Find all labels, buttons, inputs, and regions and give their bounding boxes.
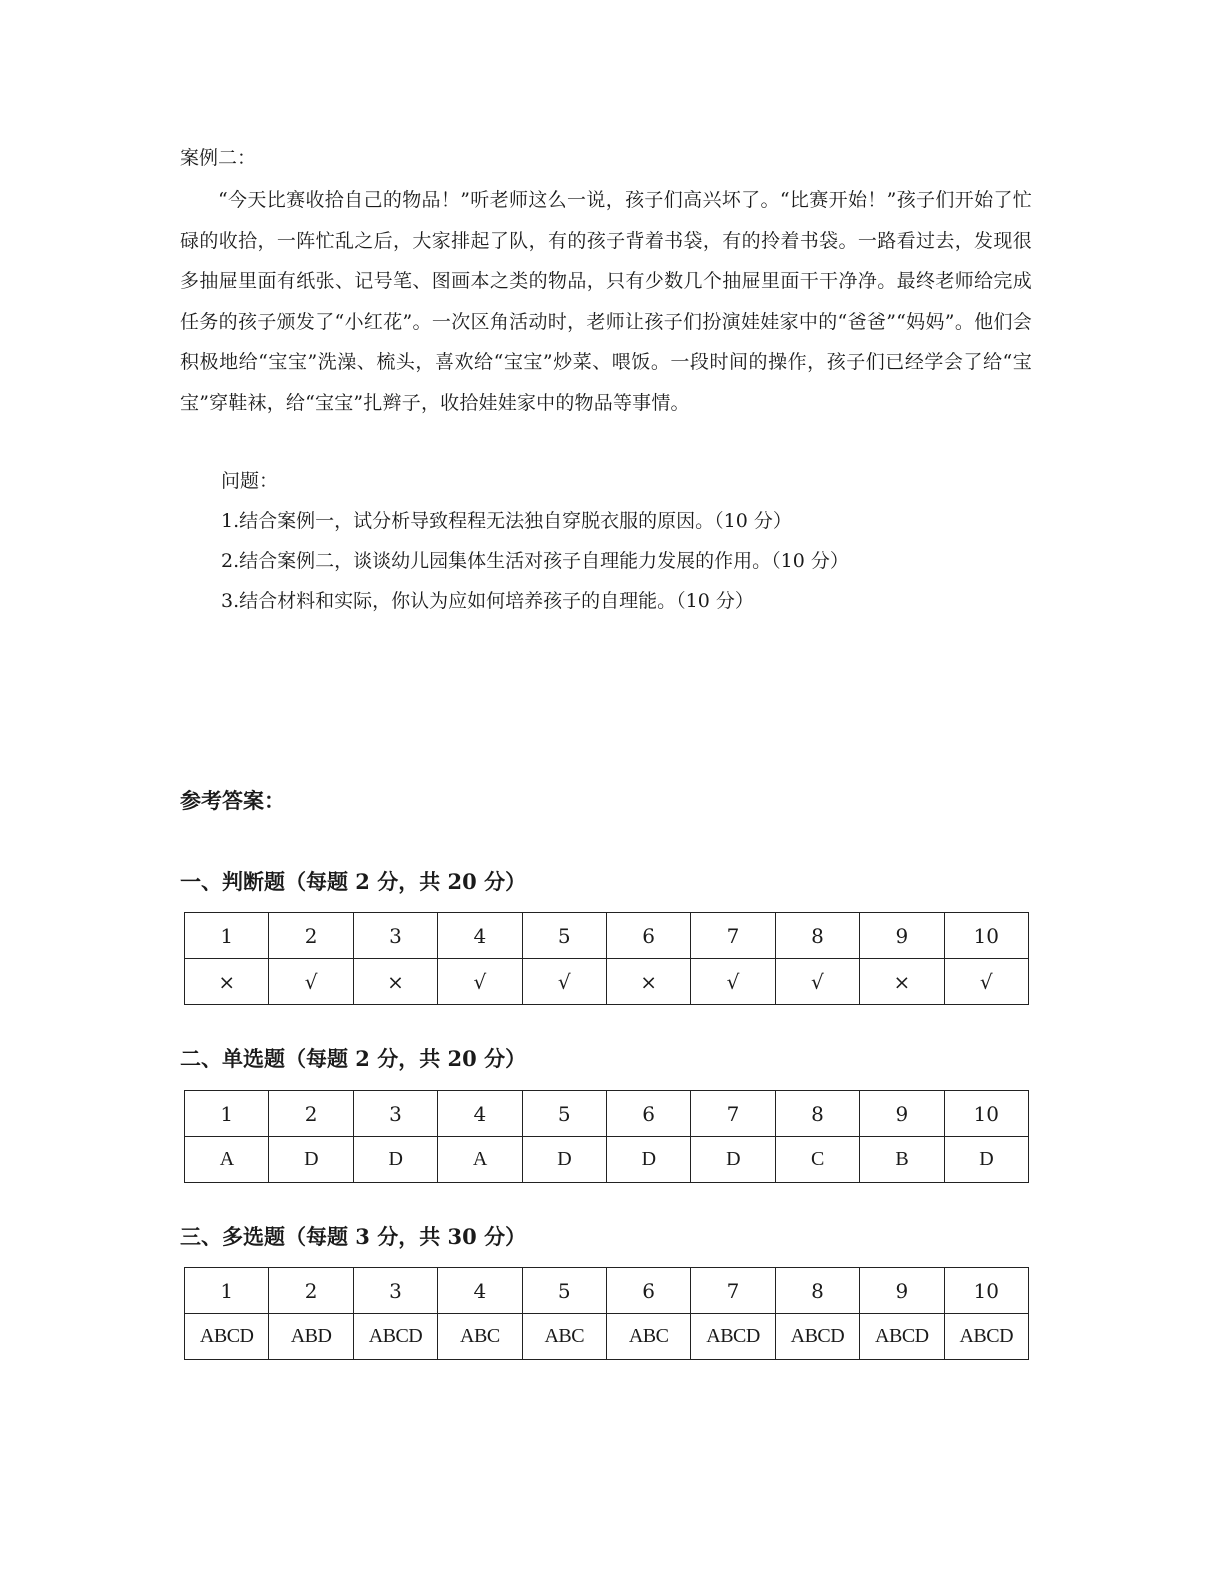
table-row-numbers <box>185 1091 1029 1137</box>
table-cell: ABC <box>438 1314 522 1360</box>
question-3: 3.结合材料和实际，你认为应如何培养孩子的自理能。（10 分） <box>221 590 754 612</box>
question-1: 1.结合案例一，试分析导致程程无法独自穿脱衣服的原因。（10 分） <box>221 510 792 532</box>
table-cell: D <box>944 1137 1028 1183</box>
table-cell: ABC <box>522 1314 606 1360</box>
table-cell: × <box>606 959 690 1005</box>
table-cell: √ <box>522 959 606 1005</box>
table-cell: ABCD <box>353 1314 437 1360</box>
table-cell: 9 <box>860 913 944 959</box>
table-cell: ABD <box>269 1314 353 1360</box>
case-paragraph: “今天比赛收拾自己的物品！”听老师这么一说，孩子们高兴坏了。“比赛开始！”孩子们开始了忙碌的收拾，一阵忙乱之后，大家排起了队，有的孩子背着书袋，有的拎着书袋。一路看过去，发现很多抽屉里面有纸张、记号笔、图画本之类的物品，只有少数几个抽屉里面干干净净。最终老师给完成任务的孩子颁发了“小红花”。一次区角活动时，老师让孩子们扮演娃娃家中的“爸爸”“妈妈”。他们会积极地给“宝宝”洗澡、梳头，喜欢给“宝宝”炒菜、喂饭。一段时间的操作，孩子们已经学会了给“宝宝”穿鞋袜，给“宝宝”扎辫子，收拾娃娃家中的物品等事情。 <box>180 189 1032 414</box>
table-cell: ABCD <box>860 1314 944 1360</box>
table-cell: 1 <box>185 1091 269 1137</box>
table-cell: 7 <box>691 913 775 959</box>
table-cell: 7 <box>691 1268 775 1314</box>
section-heading-true-false: 一、判断题（每题 2 分，共 20 分） <box>180 869 527 894</box>
table-cell: C <box>775 1137 859 1183</box>
table-row-answers <box>185 1137 1029 1183</box>
table-cell: ABC <box>606 1314 690 1360</box>
table-cell: D <box>353 1137 437 1183</box>
table-cell: 8 <box>775 1091 859 1137</box>
questions-label: 问题： <box>221 470 279 492</box>
table-cell: A <box>185 1137 269 1183</box>
table-cell: 5 <box>522 1268 606 1314</box>
table-cell: 9 <box>860 1091 944 1137</box>
section-heading-single-choice: 二、单选题（每题 2 分，共 20 分） <box>180 1046 527 1071</box>
answer-table-true-false <box>184 912 1029 1005</box>
answer-table-single-choice <box>184 1090 1029 1183</box>
table-cell: √ <box>269 959 353 1005</box>
table-cell: 10 <box>944 1091 1028 1137</box>
table-cell: 9 <box>860 1268 944 1314</box>
table-cell: ABCD <box>944 1314 1028 1360</box>
table-cell: √ <box>944 959 1028 1005</box>
table-cell: 2 <box>269 913 353 959</box>
table-cell: ABCD <box>775 1314 859 1360</box>
table-cell: 10 <box>944 913 1028 959</box>
table-cell: D <box>522 1137 606 1183</box>
table-cell: × <box>185 959 269 1005</box>
table-cell: 7 <box>691 1091 775 1137</box>
table-cell: 4 <box>438 1091 522 1137</box>
answer-table-multiple-choice <box>184 1267 1029 1360</box>
table-cell: 6 <box>606 1091 690 1137</box>
table-cell: 8 <box>775 1268 859 1314</box>
table-cell: 5 <box>522 913 606 959</box>
table-cell: 3 <box>353 913 437 959</box>
table-row-numbers <box>185 913 1029 959</box>
table-cell: × <box>860 959 944 1005</box>
table-cell: ABCD <box>185 1314 269 1360</box>
table-cell: 1 <box>185 913 269 959</box>
table-cell: 4 <box>438 913 522 959</box>
table-cell: 2 <box>269 1268 353 1314</box>
table-cell: √ <box>438 959 522 1005</box>
table-cell: A <box>438 1137 522 1183</box>
table-cell: 2 <box>269 1091 353 1137</box>
table-cell: 4 <box>438 1268 522 1314</box>
question-2: 2.结合案例二，谈谈幼儿园集体生活对孩子自理能力发展的作用。（10 分） <box>221 550 849 572</box>
table-cell: 5 <box>522 1091 606 1137</box>
table-cell: ABCD <box>691 1314 775 1360</box>
table-cell: 1 <box>185 1268 269 1314</box>
table-row-answers <box>185 1314 1029 1360</box>
table-cell: D <box>691 1137 775 1183</box>
table-cell: B <box>860 1137 944 1183</box>
table-cell: × <box>353 959 437 1005</box>
case-title: 案例二： <box>180 147 257 169</box>
table-cell: D <box>269 1137 353 1183</box>
table-cell: 3 <box>353 1268 437 1314</box>
table-cell: 10 <box>944 1268 1028 1314</box>
table-cell: D <box>606 1137 690 1183</box>
table-row-numbers <box>185 1268 1029 1314</box>
table-cell: √ <box>691 959 775 1005</box>
table-cell: √ <box>775 959 859 1005</box>
table-cell: 8 <box>775 913 859 959</box>
section-heading-multiple-choice: 三、多选题（每题 3 分，共 30 分） <box>180 1224 527 1249</box>
table-cell: 3 <box>353 1091 437 1137</box>
table-cell: 6 <box>606 1268 690 1314</box>
table-row-answers <box>185 959 1029 1005</box>
table-cell: 6 <box>606 913 690 959</box>
answers-heading: 参考答案： <box>180 788 285 813</box>
